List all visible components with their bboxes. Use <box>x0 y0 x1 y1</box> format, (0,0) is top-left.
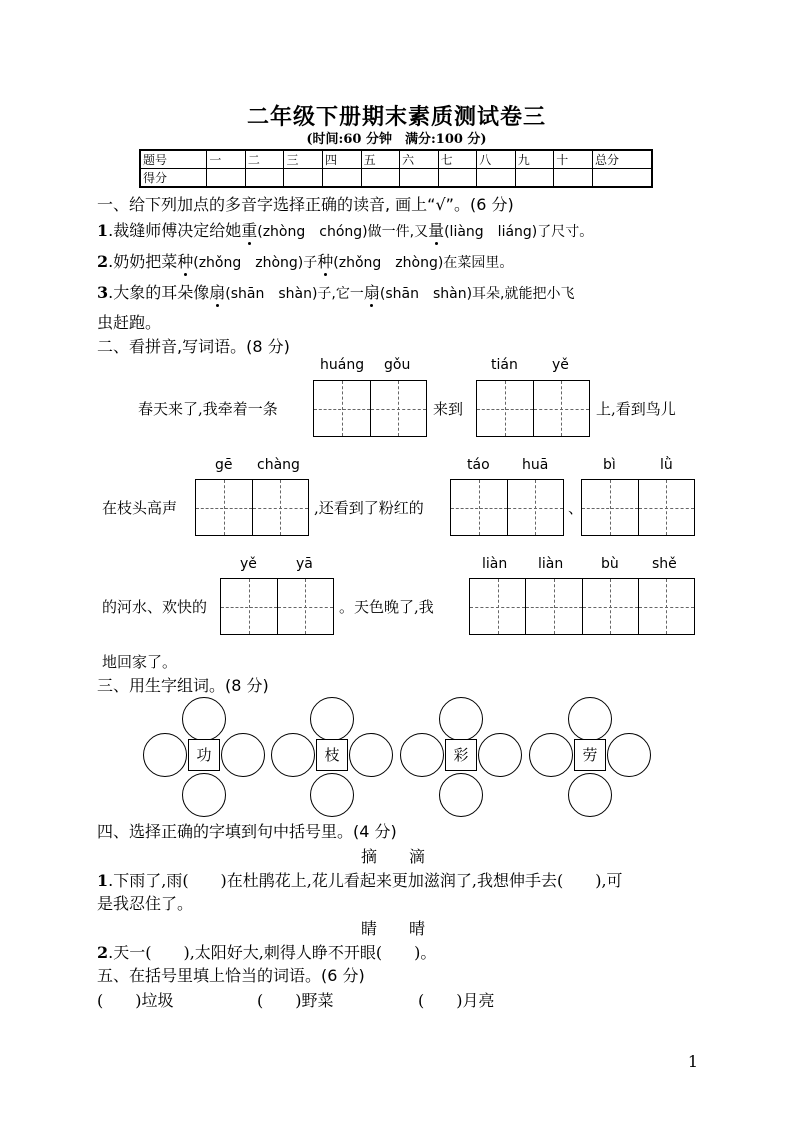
section1-heading: 一、给下列加点的多音字选择正确的读音, 画上“√”。(6 分) <box>97 195 514 214</box>
pinyin-options[interactable]: (shān shàn)耳朵,就能把小飞 <box>379 286 575 302</box>
pinyin-label: táo <box>467 457 490 473</box>
answer-circle[interactable] <box>607 733 651 777</box>
question-number: 1 <box>97 871 109 890</box>
section3-heading: 三、用生字组词。(8 分) <box>97 676 269 695</box>
question-text: .奶奶把菜 <box>108 252 178 271</box>
word-flower-4 <box>529 697 661 819</box>
pinyin-options[interactable]: (liàng liáng)了尺寸。 <box>444 224 594 240</box>
choice-characters-2: 睛 晴 <box>361 919 426 938</box>
center-character: 枝 <box>316 739 348 771</box>
writing-grid-lianlianbushe[interactable] <box>469 578 695 635</box>
writing-grid-taohua[interactable] <box>450 479 564 536</box>
answer-circle[interactable] <box>478 733 522 777</box>
score-cell: 题号 <box>140 150 207 169</box>
pinyin-options[interactable]: (shān shàn)子,它一 <box>225 286 364 302</box>
score-cell: 二 <box>245 150 284 169</box>
writing-grid-bilv[interactable] <box>581 479 695 536</box>
pinyin-label: gǒu <box>384 357 411 373</box>
pinyin-label: yā <box>296 556 313 572</box>
answer-circle[interactable] <box>310 773 354 817</box>
pinyin-label: yě <box>552 357 569 373</box>
fill-text: 的河水、欢快的 <box>102 598 208 616</box>
choice-characters-1: 摘 滴 <box>361 847 426 866</box>
section1-question-3 <box>97 280 575 303</box>
dotted-char: 重 <box>241 221 258 240</box>
section1-question-3-cont: 虫赶跑。 <box>97 313 162 332</box>
answer-circle[interactable] <box>349 733 393 777</box>
fill-text: 在枝头高声 <box>102 499 178 517</box>
word-flower-1 <box>143 697 275 819</box>
score-table-header-row <box>140 150 652 169</box>
question-text: .裁缝师傅决定给她 <box>108 221 242 240</box>
writing-grid-tianye[interactable] <box>476 380 590 437</box>
section4-question-2 <box>97 940 436 963</box>
score-table <box>139 149 653 188</box>
word-flower-2 <box>271 697 403 819</box>
fill-text: 上,看到鸟儿 <box>596 400 676 418</box>
fill-phrase-item[interactable]: ( )月亮 <box>418 991 495 1010</box>
pinyin-options[interactable]: (zhǒng zhòng)子 <box>193 255 318 271</box>
fill-phrase-item[interactable]: ( )野菜 <box>257 991 334 1010</box>
pinyin-label: huā <box>522 457 549 473</box>
center-character: 劳 <box>574 739 606 771</box>
center-character: 彩 <box>445 739 477 771</box>
answer-circle[interactable] <box>568 773 612 817</box>
pinyin-options[interactable]: (zhòng chóng)做一件,又 <box>257 224 429 240</box>
score-cell: 九 <box>515 150 554 169</box>
section4-question-1 <box>97 868 623 891</box>
word-flower-3 <box>400 697 532 819</box>
answer-circle[interactable] <box>182 697 226 741</box>
section1-question-2 <box>97 249 513 272</box>
score-blank[interactable] <box>207 169 246 188</box>
pinyin-label: tián <box>491 357 518 373</box>
score-blank[interactable] <box>245 169 284 188</box>
center-character: 功 <box>188 739 220 771</box>
writing-grid-yeya[interactable] <box>220 578 334 635</box>
score-blank[interactable] <box>400 169 439 188</box>
score-cell: 六 <box>400 150 439 169</box>
score-cell: 五 <box>361 150 400 169</box>
dotted-char: 量 <box>428 221 445 240</box>
answer-circle[interactable] <box>182 773 226 817</box>
pinyin-label: gē <box>215 457 233 473</box>
writing-grid-huanggou[interactable] <box>313 380 427 437</box>
section4-question-1-cont: 是我忍住了。 <box>97 894 194 913</box>
question-number: 1 <box>97 221 109 240</box>
page-title: 二年级下册期末素质测试卷三 <box>246 104 546 130</box>
pinyin-label: liàn <box>482 556 508 572</box>
pinyin-label: bù <box>601 556 619 572</box>
score-blank[interactable] <box>284 169 323 188</box>
pinyin-label: huáng <box>320 357 365 373</box>
score-blank[interactable] <box>593 169 653 188</box>
score-cell: 一 <box>207 150 246 169</box>
score-cell: 四 <box>323 150 362 169</box>
score-row-label: 得分 <box>140 169 207 188</box>
question-text[interactable]: .天一( ),太阳好大,刺得人睁不开眼( )。 <box>108 943 437 962</box>
pinyin-options[interactable]: (zhǒng zhòng)在菜园里。 <box>333 255 514 271</box>
section5-heading: 五、在括号里填上恰当的词语。(6 分) <box>97 966 365 985</box>
score-table-score-row <box>140 169 652 188</box>
section1-question-1 <box>97 218 593 241</box>
question-text[interactable]: .下雨了,雨( )在杜鹃花上,花儿看起来更加滋润了,我想伸手去( ),可 <box>108 871 623 890</box>
answer-circle[interactable] <box>271 733 315 777</box>
answer-circle[interactable] <box>568 697 612 741</box>
section4-heading: 四、选择正确的字填到句中括号里。(4 分) <box>97 822 397 841</box>
question-number: 3 <box>97 283 109 302</box>
pinyin-label: lǜ <box>660 457 673 473</box>
exam-time-info: (时间:60 分钟 满分:100 分) <box>306 132 487 147</box>
fill-text: 来到 <box>433 400 464 418</box>
score-blank[interactable] <box>554 169 593 188</box>
fill-text: 、 <box>568 499 584 517</box>
fill-phrase-item[interactable]: ( )垃圾 <box>97 991 174 1010</box>
answer-circle[interactable] <box>439 773 483 817</box>
pinyin-label: shě <box>652 556 677 572</box>
answer-circle[interactable] <box>143 733 187 777</box>
score-blank[interactable] <box>477 169 516 188</box>
pinyin-label: yě <box>240 556 257 572</box>
score-cell: 三 <box>284 150 323 169</box>
page-number: 1 <box>687 1052 698 1071</box>
score-blank[interactable] <box>438 169 477 188</box>
score-cell: 十 <box>554 150 593 169</box>
answer-circle[interactable] <box>310 697 354 741</box>
question-text: .大象的耳朵像 <box>108 283 210 302</box>
pinyin-label: liàn <box>538 556 564 572</box>
pinyin-label: chàng <box>257 457 300 473</box>
answer-circle[interactable] <box>439 697 483 741</box>
answer-circle[interactable] <box>400 733 444 777</box>
score-blank[interactable] <box>515 169 554 188</box>
dotted-char: 扇 <box>209 283 226 302</box>
dotted-char: 种 <box>177 252 194 271</box>
fill-text: ,还看到了粉红的 <box>314 499 424 517</box>
pinyin-label: bì <box>603 457 616 473</box>
fill-text: 地回家了。 <box>102 653 178 671</box>
score-blank[interactable] <box>323 169 362 188</box>
answer-circle[interactable] <box>221 733 265 777</box>
score-cell: 总分 <box>593 150 653 169</box>
answer-circle[interactable] <box>529 733 573 777</box>
question-number: 2 <box>97 943 109 962</box>
score-cell: 七 <box>438 150 477 169</box>
writing-grid-gechang[interactable] <box>195 479 309 536</box>
section2-heading: 二、看拼音,写词语。(8 分) <box>97 337 290 356</box>
question-number: 2 <box>97 252 109 271</box>
score-cell: 八 <box>477 150 516 169</box>
fill-text: 。天色晚了,我 <box>339 598 434 616</box>
dotted-char: 种 <box>317 252 334 271</box>
dotted-char: 扇 <box>363 283 380 302</box>
score-blank[interactable] <box>361 169 400 188</box>
fill-text: 春天来了,我牵着一条 <box>138 400 278 418</box>
